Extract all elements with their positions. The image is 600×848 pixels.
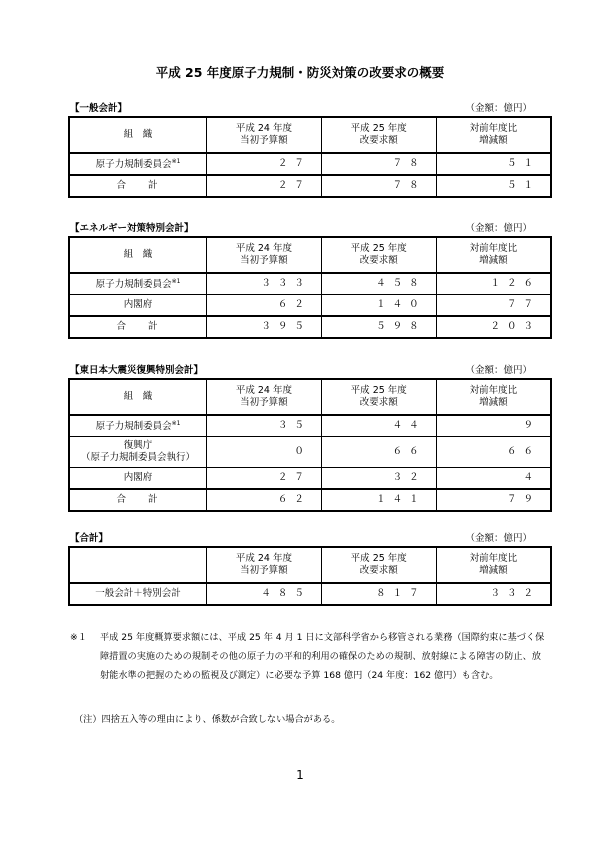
value-cell: ９ (436, 415, 551, 437)
header-col1: 平成 24 年度 当初予算額 (207, 547, 322, 583)
org-cell: 原子力規制委員会$^{※1}$ (69, 415, 207, 437)
total-label: 合計 (69, 316, 207, 338)
total-row (69, 489, 551, 511)
header-col1: 平成 24 年度 当初予算額 (207, 379, 322, 415)
table-header-row (69, 237, 551, 273)
header-col3: 対前年度比 増減額 (436, 237, 551, 273)
value-cell: ５９８ (321, 316, 436, 338)
value-cell: ３９５ (207, 316, 322, 338)
total-row (69, 175, 551, 197)
header-col2: 平成 25 年度 改要求額 (321, 237, 436, 273)
footnote-mark: ※１ (70, 632, 87, 643)
section-name: 【東日本大震災復興特別会計】 (70, 365, 204, 376)
value-cell: ６６ (321, 437, 436, 468)
value-cell: ５１ (436, 175, 551, 197)
value-cell: ２７ (207, 468, 322, 490)
value-cell: ３３３ (207, 273, 322, 295)
value-cell: ６６ (436, 437, 551, 468)
org-cell: 内閣府 (69, 468, 207, 490)
value-cell: ３５ (207, 415, 322, 437)
value-cell: １４１ (321, 489, 436, 511)
header-col3: 対前年度比 増減額 (436, 547, 551, 583)
value-cell: ７９ (436, 489, 551, 511)
value-cell: ３２ (321, 468, 436, 490)
org-cell: 復興庁 （原子力規制委員会執行） (69, 437, 207, 468)
footnote-1: 平成 25 年度概算要求額には、平成 25 年 4 月 1 日に文部科学省から移管される業務（国際約束に基づく保 障措置の実施のための規制その他の原子力の平和的利用の確保のための規制、放射線による障害の防止、放 射能水準の把握のための監視及び測定）に必要な予算 168 億円（24 年度：162 億円）も含む。 (100, 632, 545, 681)
total-row (69, 316, 551, 338)
header-col2: 平成 25 年度 改要求額 (321, 117, 436, 153)
value-cell: ４ (436, 468, 551, 490)
header-org: 組 織 (69, 379, 207, 415)
budget-table (68, 546, 552, 606)
value-cell: ０ (207, 437, 322, 468)
value-cell: ２０３ (436, 316, 551, 338)
org-cell: 原子力規制委員会$^{※1}$ (69, 153, 207, 175)
table-header-row (69, 547, 551, 583)
value-cell: ６２ (207, 489, 322, 511)
section-header (68, 220, 552, 236)
table-row (69, 583, 551, 605)
header-col3: 対前年度比 増減額 (436, 117, 551, 153)
section-energy-account (68, 220, 552, 339)
header-org: 組 織 (69, 117, 207, 153)
unit-label: （金額：億円） (465, 103, 532, 114)
header-col2: 平成 25 年度 改要求額 (321, 379, 436, 415)
unit-label: （金額：億円） (465, 223, 532, 234)
table-row (69, 468, 551, 490)
section-name: 【エネルギー対策特別会計】 (70, 223, 194, 234)
budget-table (68, 378, 552, 512)
section-header (68, 362, 552, 378)
unit-label: （金額：億円） (465, 365, 532, 376)
section-header (68, 100, 552, 116)
value-cell: ２７ (207, 153, 322, 175)
section-reconstruction-account (68, 362, 552, 512)
table-header-row (69, 117, 551, 153)
footnote-2: （注）四捨五入等の理由により、係数が合致しない場合がある。 (74, 714, 341, 725)
budget-table (68, 116, 552, 198)
value-cell: ７８ (321, 175, 436, 197)
header-col2: 平成 25 年度 改要求額 (321, 547, 436, 583)
section-header (68, 530, 552, 546)
value-cell: ６２ (207, 295, 322, 317)
section-name: 【合計】 (70, 533, 109, 544)
table-row (69, 415, 551, 437)
budget-table (68, 236, 552, 339)
value-cell: ４４ (321, 415, 436, 437)
value-cell: ２７ (207, 175, 322, 197)
total-label: 合計 (69, 175, 207, 197)
page-number: 1 (296, 768, 304, 782)
header-org: 組 織 (69, 237, 207, 273)
header-org (69, 547, 207, 583)
total-label: 合計 (69, 489, 207, 511)
org-cell: 原子力規制委員会$^{※1}$ (69, 273, 207, 295)
unit-label: （金額：億円） (465, 533, 532, 544)
value-cell: ３３２ (436, 583, 551, 605)
value-cell: ５１ (436, 153, 551, 175)
value-cell: １２６ (436, 273, 551, 295)
table-row (69, 295, 551, 317)
org-cell: 一般会計＋特別会計 (69, 583, 207, 605)
value-cell: ４５８ (321, 273, 436, 295)
table-row (69, 153, 551, 175)
header-col1: 平成 24 年度 当初予算額 (207, 237, 322, 273)
value-cell: ４８５ (207, 583, 322, 605)
section-name: 【一般会計】 (70, 103, 128, 114)
section-grand-total (68, 530, 552, 606)
table-header-row (69, 379, 551, 415)
org-cell: 内閣府 (69, 295, 207, 317)
table-row (69, 437, 551, 468)
value-cell: １４０ (321, 295, 436, 317)
header-col3: 対前年度比 増減額 (436, 379, 551, 415)
header-col1: 平成 24 年度 当初予算額 (207, 117, 322, 153)
table-row (69, 273, 551, 295)
value-cell: ７８ (321, 153, 436, 175)
section-general-account (68, 100, 552, 198)
page-title: 平成 25 年度原子力規制・防災対策の改要求の概要 (155, 65, 445, 80)
value-cell: ８１７ (321, 583, 436, 605)
value-cell: ７７ (436, 295, 551, 317)
